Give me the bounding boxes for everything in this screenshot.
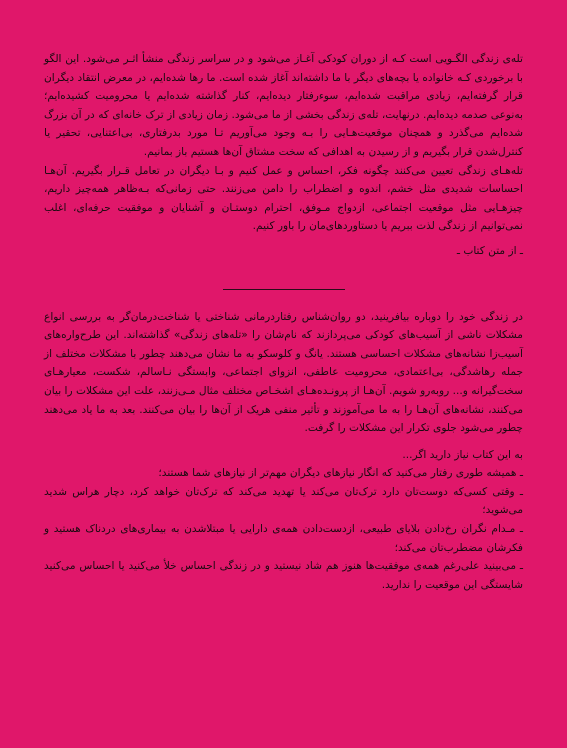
list-item: ـ مـدام نگران رخ‌دادن بلایای طبیعی، ازدست‌دادن همه‌ی دارایی یا مبتلاشدن به بیماری‌های دردناک هستید و فکرشان مضطرب‌تان می‌کند؛ xyxy=(44,523,523,554)
list-item: ـ می‌بینید علی‌رغم همه‌ی موفقیت‌ها هنوز هم شاد نیستید و در زندگی احساس خلأ می‌کنید یا احساس می‌کنید شایستگی این موقعیت را ندارید. xyxy=(44,560,523,591)
quote-paragraph-2: تله‌هـای زندگی تعیین می‌کنند چگونه فکر، احساس و عمل کنیم و بـا دیگران در تعامل قـرار بگیریم. آن‌هـا احساسات شدیدی مثل خشم، اندوه و اضطراب را دامن می‌زنند. حتی زمانی‌که بـه‌ظاهر همه‌چیز داریم، چیزهـایی مثل موقعیت اجتماعی، ازدواج مـوفق، احترام دوستـان و آشنایان و موفقیت حرفه‌ای، اغلب نمی‌توانیم از زندگی لذت ببریم یا دستاوردهای‌مان را باور کنیم. xyxy=(44,164,523,233)
quote-source: ـ از متن کتاب ـ xyxy=(456,244,523,257)
needs-list xyxy=(44,464,523,594)
section-divider xyxy=(223,289,345,290)
list-item: ـ همیشه طوری رفتار می‌کنید که انگار نیازهای دیگران مهم‌تر از نیازهای شما هستند؛ xyxy=(158,467,523,480)
needs-lead: به این کتاب نیاز دارید اگر... xyxy=(402,448,523,461)
list-item: ـ وقتی کسی‌که دوست‌تان دارد ترک‌تان می‌کند یا تهدید می‌کند که ترک‌تان خواهد کرد، دچار هراس شدید می‌شوید؛ xyxy=(44,485,523,517)
description-paragraph: در زندگی خود را دوباره بیافرینید، دو روان‌شناس رفتاردرمانی شناختی یا شناخت‌درمان‌گر به بررسی انواع مشکلات ناشی از آسیب‌های کودکی می‌پردازند که نام‌شان را «تله‌های زندگی» گذاشته‌اند. این طرح‌واره‌های آسیب‌زا نشانه‌های مشکلات احساسی هستند. یانگ و کلوسکو به ما نشان می‌دهند چطور با مشکلات مختلف از جمله رهاشدگی، بی‌اعتمادی، محرومیت عاطفی، انزوای اجتماعی، وابستگی نـاسالم، شکست، معیارهـای سخت‌گیرانه و... روبه‌رو شویم. آن‌هـا از پرونـده‌هـای اشخـاص مختلف مثال مـی‌زنند، علت این مشکلات را بیان می‌کنند، نشانه‌های آن‌هـا را به ما می‌آموزند و تأثیر منفی هریک از آن‌ها را بیان می‌کنند. بعد به ما یاد می‌دهند چطور می‌شود جلوی تکرار این مشکلات را گرفت. xyxy=(44,310,523,435)
quote-paragraph-1: تله‌ی زندگی الگـویی است کـه از دوران کودکی آغـاز می‌شود و در سراسر زندگی منشأ اثـر می‌شود. این الگو با برخوردی کـه خانواده یا بچه‌های دیگر با ما داشته‌اند آغاز شده است. ما رها شده‌ایم، در معرض انتقاد دیگران قرار گرفته‌ایم، زیادی مراقبت شده‌ایم، سوءرفتار دیده‌ایم، کنار گذاشته شده‌ایم یا محرومیت کشیده‌ایم؛ به‌نوعی صدمه دیده‌ایم. درنهایت، تله‌ی زندگی بخشی از ما می‌شود. زمان زیادی از ترک خانه‌ای که در آن بزرگ شده‌ایم می‌گذرد و همچنان موقعیت‌هـایی را بـه وجود می‌آوریم تـا مورد بدرفتاری، بی‌اعتنایی، تحقیر یا کنترل‌شدن قرار بگیریم و از رسیدن به اهدافی که سخت مشتاق آن‌ها هستیم باز بمانیم. xyxy=(44,53,523,158)
